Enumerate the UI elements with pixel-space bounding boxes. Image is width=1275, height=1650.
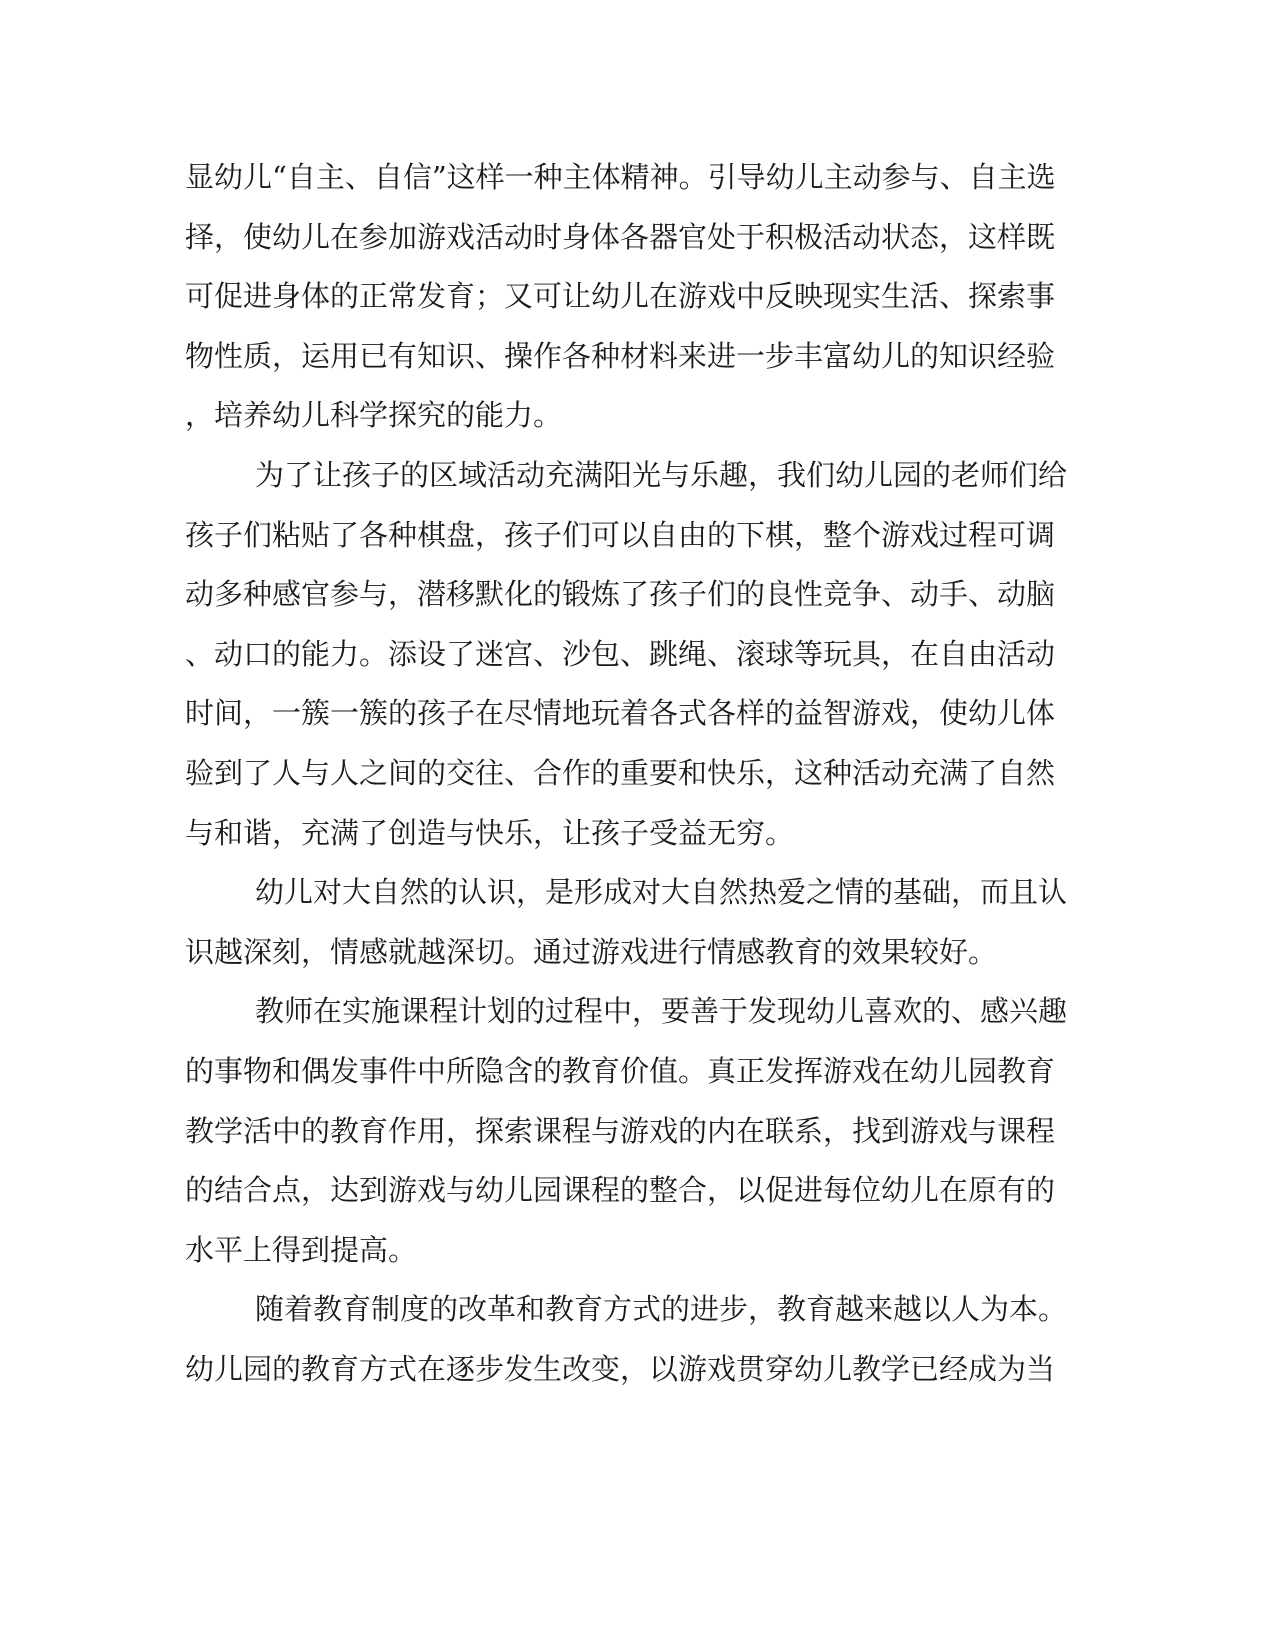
text-line: 择，使幼儿在参加游戏活动时身体各器官处于积极活动状态，这样既 [185,219,1056,254]
text-line: 动多种感官参与，潜移默化的锻炼了孩子们的良性竞争、动手、动脑 [185,577,1056,612]
text-line: 孩子们粘贴了各种棋盘，孩子们可以自由的下棋，整个游戏过程可调 [185,517,1056,552]
text-line: 水平上得到提高。 [185,1232,418,1267]
text-line: ，培养幼儿科学探究的能力。 [185,398,563,433]
text-line: 、动口的能力。添设了迷宫、沙包、跳绳、滚球等玩具，在自由活动 [185,636,1056,671]
paragraph-first-line: 教师在实施课程计划的过程中，要善于发现幼儿喜欢的、感兴趣 [255,994,1068,1029]
text-line: 与和谐，充满了创造与快乐，让孩子受益无穷。 [185,815,795,850]
body-text [185,148,1068,1399]
text-line: 的结合点，达到游戏与幼儿园课程的整合，以促进每位幼儿在原有的 [185,1173,1056,1208]
text-line: 的事物和偶发事件中所隐含的教育价值。真正发挥游戏在幼儿园教育 [185,1053,1056,1088]
paragraph-first-line: 为了让孩子的区域活动充满阳光与乐趣，我们幼儿园的老师们给 [255,457,1068,492]
paragraph-first-line: 幼儿对大自然的认识，是形成对大自然热爱之情的基础，而且认 [255,875,1068,910]
text-line: 物性质，运用已有知识、操作各种材料来进一步丰富幼儿的知识经验 [185,338,1056,373]
text-line: 显幼儿“自主、自信”这样一种主体精神。引导幼儿主动参与、自主选 [185,160,1056,194]
text-line: 验到了人与人之间的交往、合作的重要和快乐，这种活动充满了自然 [185,755,1056,790]
text-line: 教学活中的教育作用，探索课程与游戏的内在联系，找到游戏与课程 [185,1113,1056,1148]
text-line: 可促进身体的正常发育；又可让幼儿在游戏中反映现实生活、探索事 [185,279,1056,314]
text-line: 时间，一簇一簇的孩子在尽情地玩着各式各样的益智游戏，使幼儿体 [185,696,1056,731]
paragraph-first-line: 随着教育制度的改革和教育方式的进步，教育越来越以人为本。 [255,1292,1068,1327]
text-line: 识越深刻，情感就越深切。通过游戏进行情感教育的效果较好。 [185,934,998,969]
text-line: 幼儿园的教育方式在逐步发生改变，以游戏贯穿幼儿教学已经成为当 [185,1351,1056,1386]
